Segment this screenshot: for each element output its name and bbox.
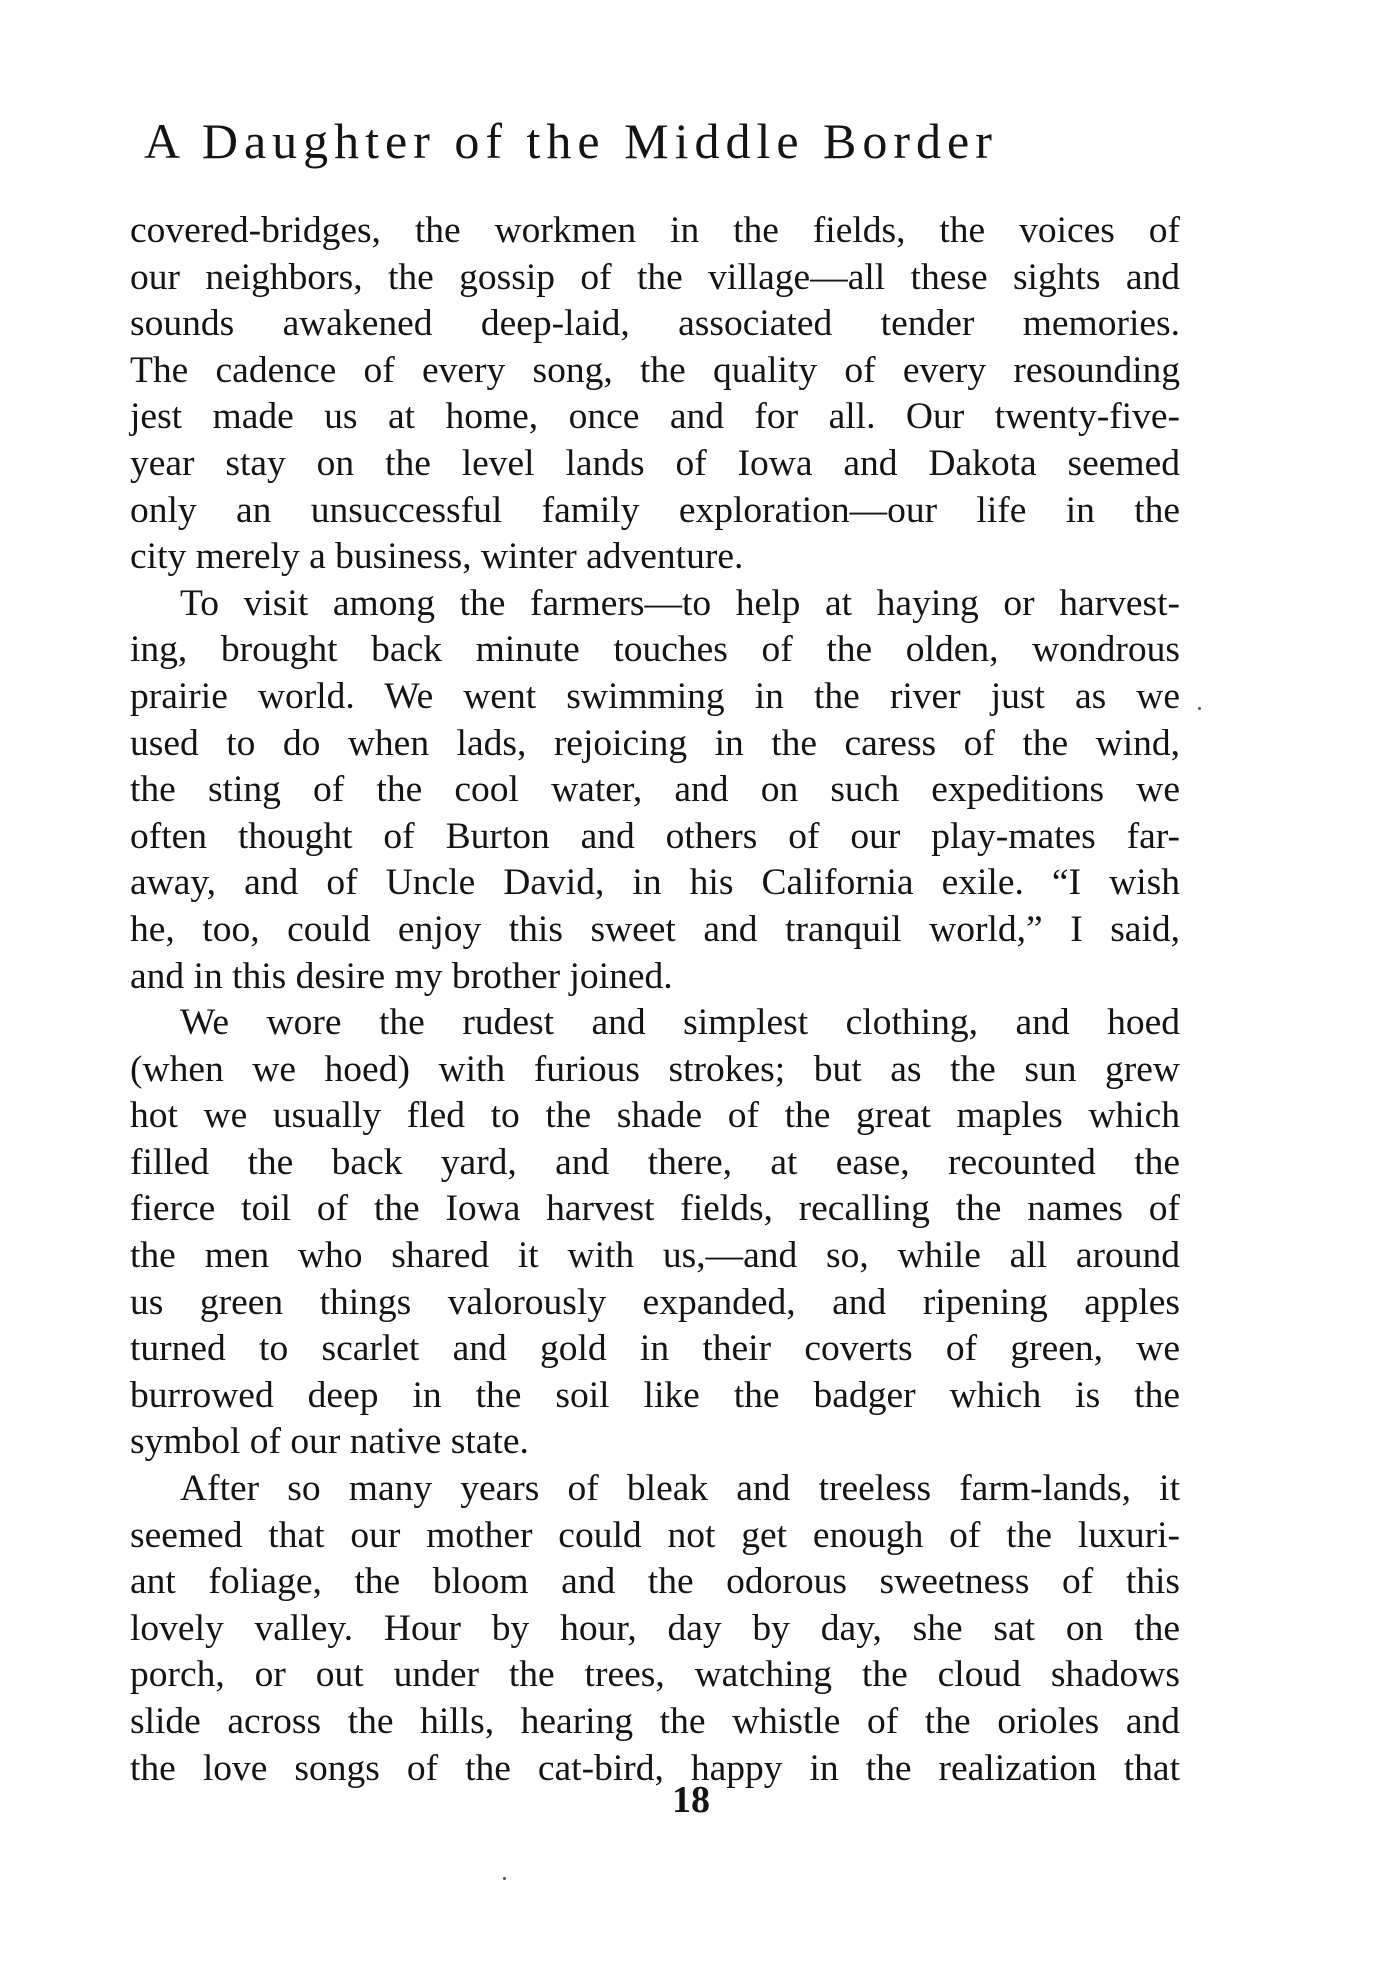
text-line: the love songs of the cat-bird, happy in the realization that	[130, 1747, 1180, 1789]
text-line: only an unsuccessful family exploration—our life in the	[130, 489, 1180, 531]
text-line: and in this desire my brother joined.	[130, 955, 673, 997]
text-line: hot we usually fled to the shade of the great maples which	[130, 1095, 1180, 1137]
body-text	[130, 208, 1180, 1792]
text-line: year stay on the level lands of Iowa and Dakota seemed	[130, 442, 1180, 484]
text-line: seemed that our mother could not get enough of the luxuri-	[130, 1514, 1180, 1556]
text-line: turned to scarlet and gold in their coverts of green, we	[130, 1328, 1180, 1370]
running-head: A Daughter of the Middle Border	[144, 113, 998, 169]
text-line: often thought of Burton and others of our play-mates far-	[130, 815, 1180, 857]
page-number: 18	[672, 1779, 710, 1821]
text-line: used to do when lads, rejoicing in the caress of the wind,	[130, 722, 1180, 764]
text-line: us green things valorously expanded, and ripening apples	[130, 1281, 1180, 1323]
text-line: covered-bridges, the workmen in the fields, the voices of	[130, 210, 1180, 251]
scan-speck	[1198, 707, 1201, 710]
text-line: city merely a business, winter adventure.	[130, 536, 744, 578]
text-line: the sting of the cool water, and on such expeditions we	[130, 769, 1180, 811]
text-line: We wore the rudest and simplest clothing, and hoed	[180, 1002, 1180, 1044]
text-line: lovely valley. Hour by hour, day by day, she sat on the	[130, 1607, 1180, 1649]
text-line: ing, brought back minute touches of the olden, wondrous	[130, 629, 1180, 671]
text-line: To visit among the farmers—to help at haying or harvest-	[180, 582, 1180, 624]
text-line: porch, or out under the trees, watching the cloud shadows	[130, 1654, 1180, 1696]
text-line: sounds awakened deep-laid, associated tender memories.	[130, 303, 1180, 345]
text-line: jest made us at home, once and for all. Our twenty-five-	[130, 396, 1180, 438]
text-line: After so many years of bleak and treeless farm-lands, it	[180, 1468, 1180, 1510]
text-line: fierce toil of the Iowa harvest fields, recalling the names of	[130, 1188, 1180, 1230]
text-line: the men who shared it with us,—and so, while all around	[130, 1235, 1180, 1277]
text-line: slide across the hills, hearing the whistle of the orioles and	[130, 1701, 1180, 1742]
paragraph-3	[130, 1000, 1180, 1466]
text-line: our neighbors, the gossip of the village—all these sights and	[130, 256, 1180, 298]
text-line: symbol of our native state.	[130, 1421, 529, 1463]
text-line: burrowed deep in the soil like the badger which is the	[130, 1374, 1180, 1416]
paragraph-1	[130, 208, 1180, 581]
paragraph-4	[130, 1466, 1180, 1792]
text-line: away, and of Uncle David, in his California exile. “I wish	[130, 862, 1180, 904]
paragraph-2	[130, 581, 1180, 1000]
scan-speck	[503, 1877, 506, 1880]
text-line: The cadence of every song, the quality of every resounding	[130, 349, 1180, 391]
text-line: ant foliage, the bloom and the odorous sweetness of this	[130, 1561, 1180, 1603]
text-line: he, too, could enjoy this sweet and tranquil world,” I said,	[130, 908, 1180, 950]
text-line: filled the back yard, and there, at ease, recounted the	[130, 1141, 1180, 1183]
text-line: (when we hoed) with furious strokes; but as the sun grew	[130, 1048, 1180, 1090]
text-line: prairie world. We went swimming in the river just as we	[130, 675, 1180, 717]
